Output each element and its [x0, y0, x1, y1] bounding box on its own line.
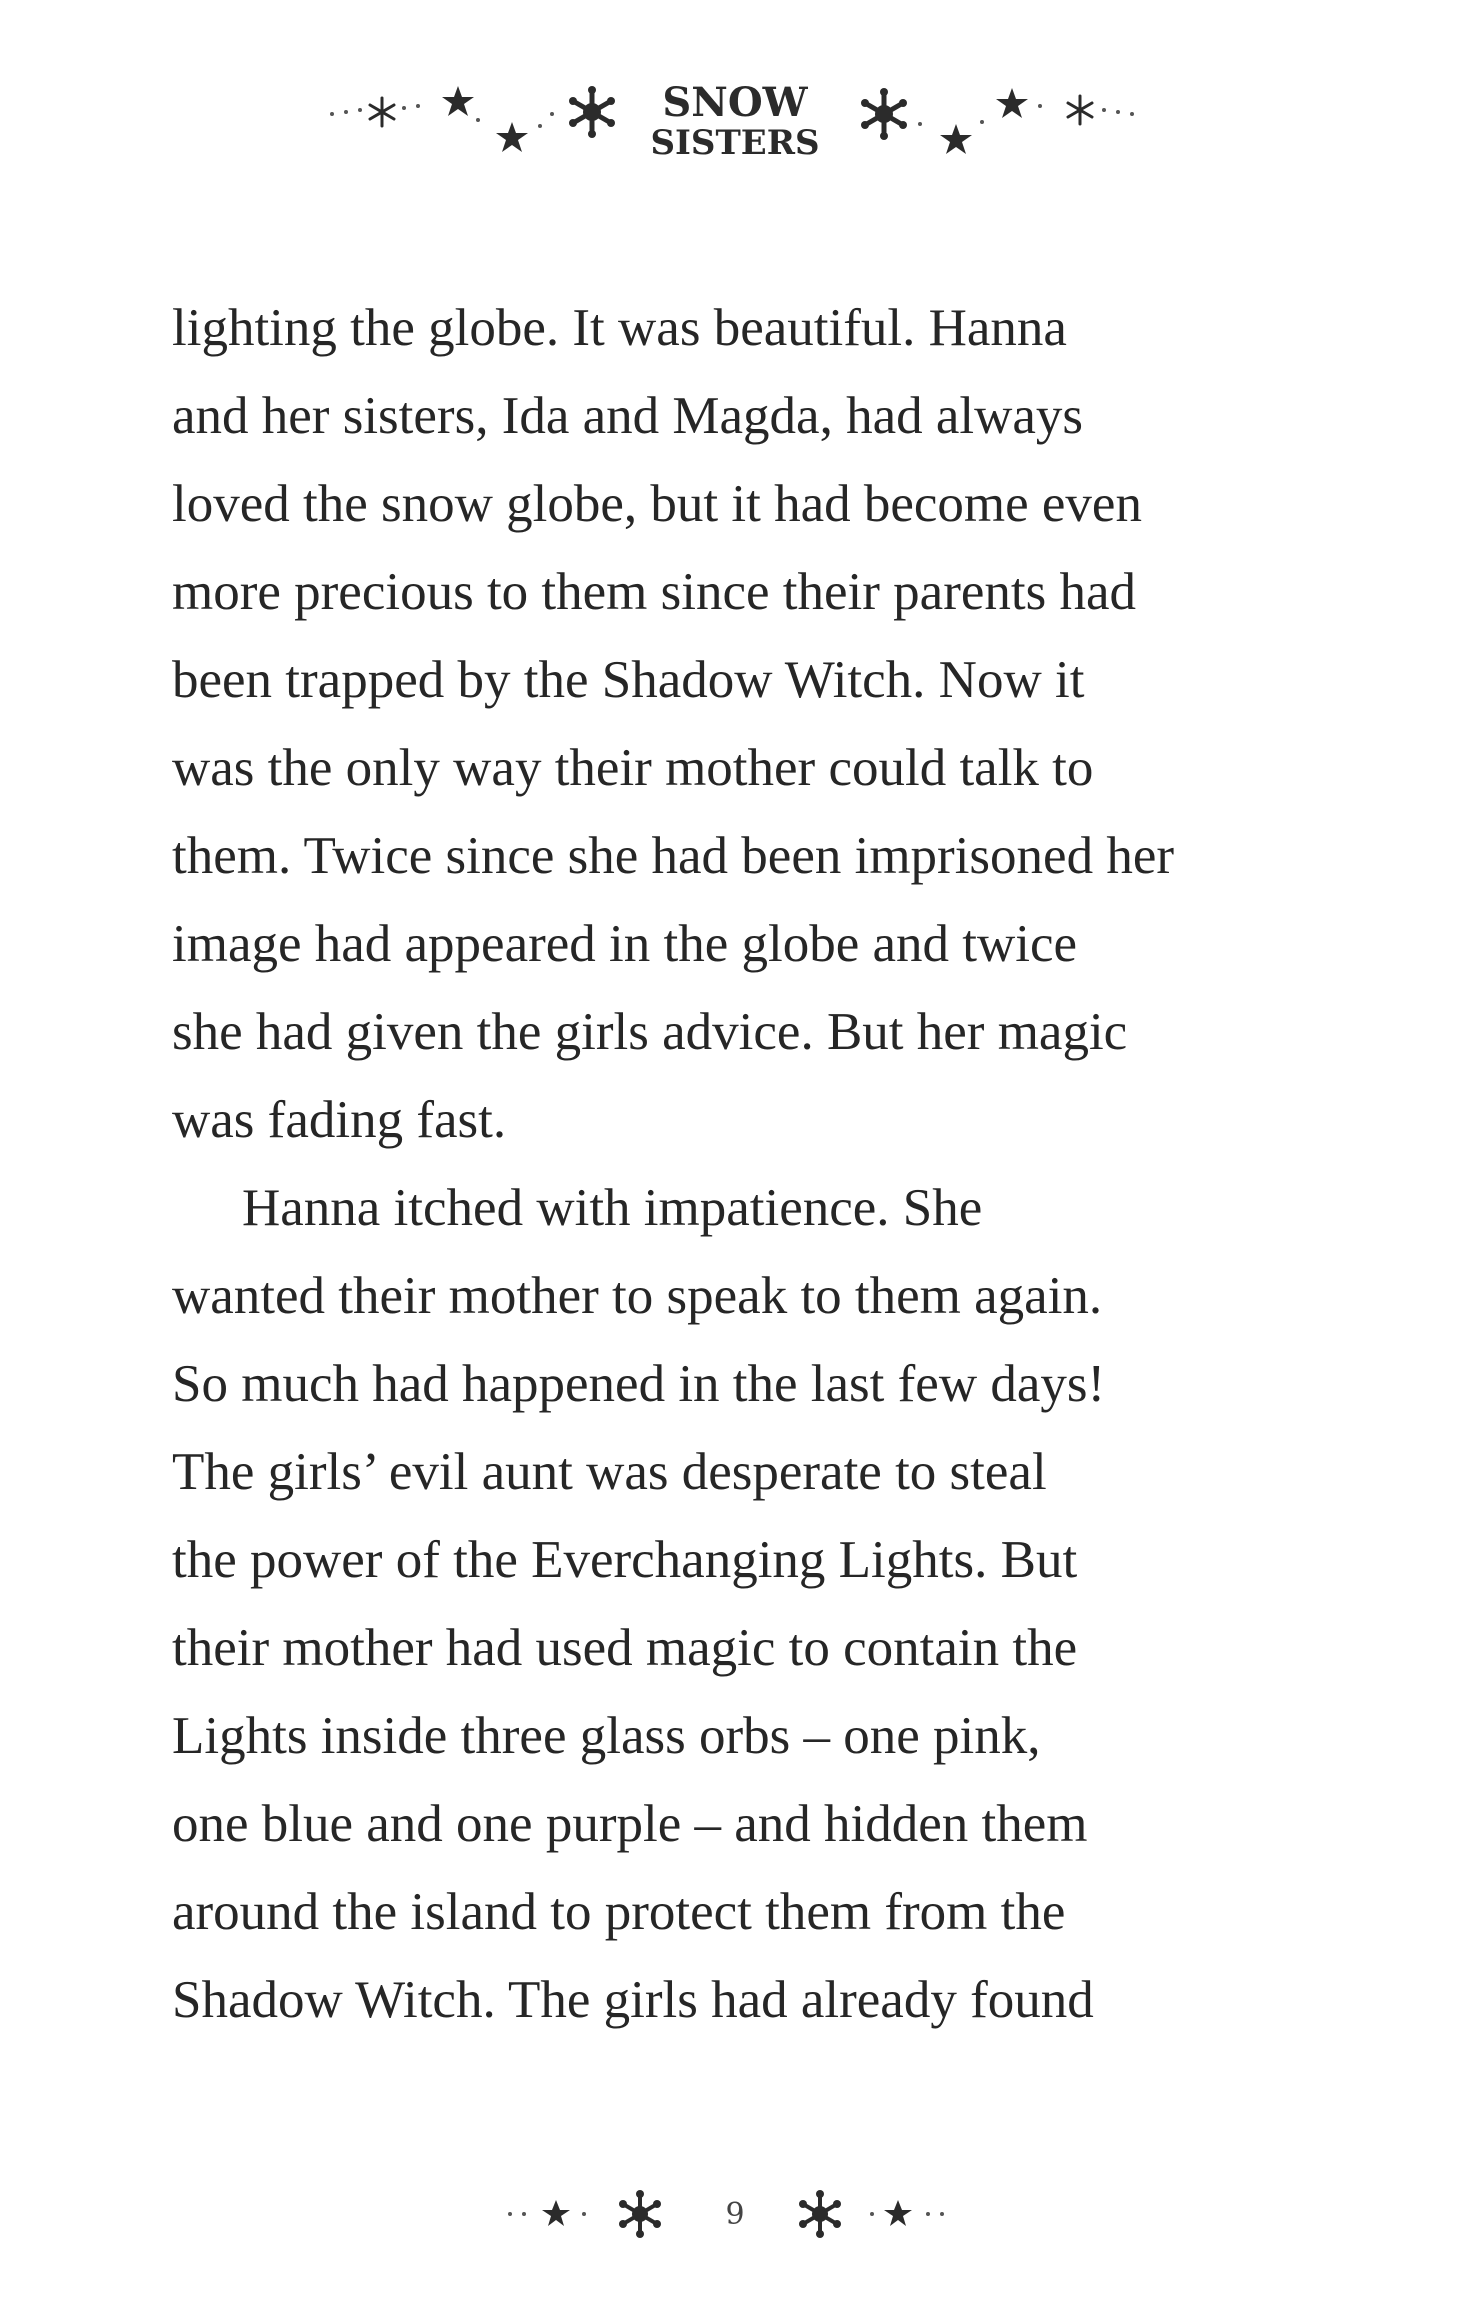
- snowflake-garland-header: [0, 40, 1470, 190]
- series-logo-line1: SNOW: [662, 79, 808, 126]
- footer-ornament: [0, 2170, 1470, 2270]
- paragraph-2: Hanna itched with impatience. She wanted their mother to speak to them again. So much had happened in the last few days! The girls’ evil aunt was desperate to steal the power of the Everchanging Lights. But their mother had used magic to contain the Lights inside three glass orbs – one pink, one blue and one purple – and hidden them around the island to protect them from the Shadow Witch. The girls had already found: [172, 1179, 1106, 2029]
- series-logo: [650, 79, 819, 163]
- footer-left-garland: [508, 2190, 661, 2238]
- page-body: [172, 284, 1322, 2044]
- page-number: 9: [725, 2197, 745, 2232]
- right-garland: [861, 88, 1134, 154]
- series-logo-line2: SISTERS: [650, 123, 820, 163]
- paragraph-1: lighting the globe. It was beautiful. Hanna and her sisters, Ida and Magda, had always loved the snow globe, but it had become even more precious to them since their parents had been trapped by the Shadow Witch. Now it was the only way their mother could talk to them. Twice since she had been imprisoned her image had appeared in the globe and twice she had given the girls advice. But her magic was fading fast.: [172, 299, 1175, 1149]
- header-ornament: [0, 40, 1470, 190]
- snowflake-garland-footer: [0, 2170, 1470, 2270]
- left-garland: [330, 86, 615, 152]
- footer-right-garland: [799, 2190, 944, 2238]
